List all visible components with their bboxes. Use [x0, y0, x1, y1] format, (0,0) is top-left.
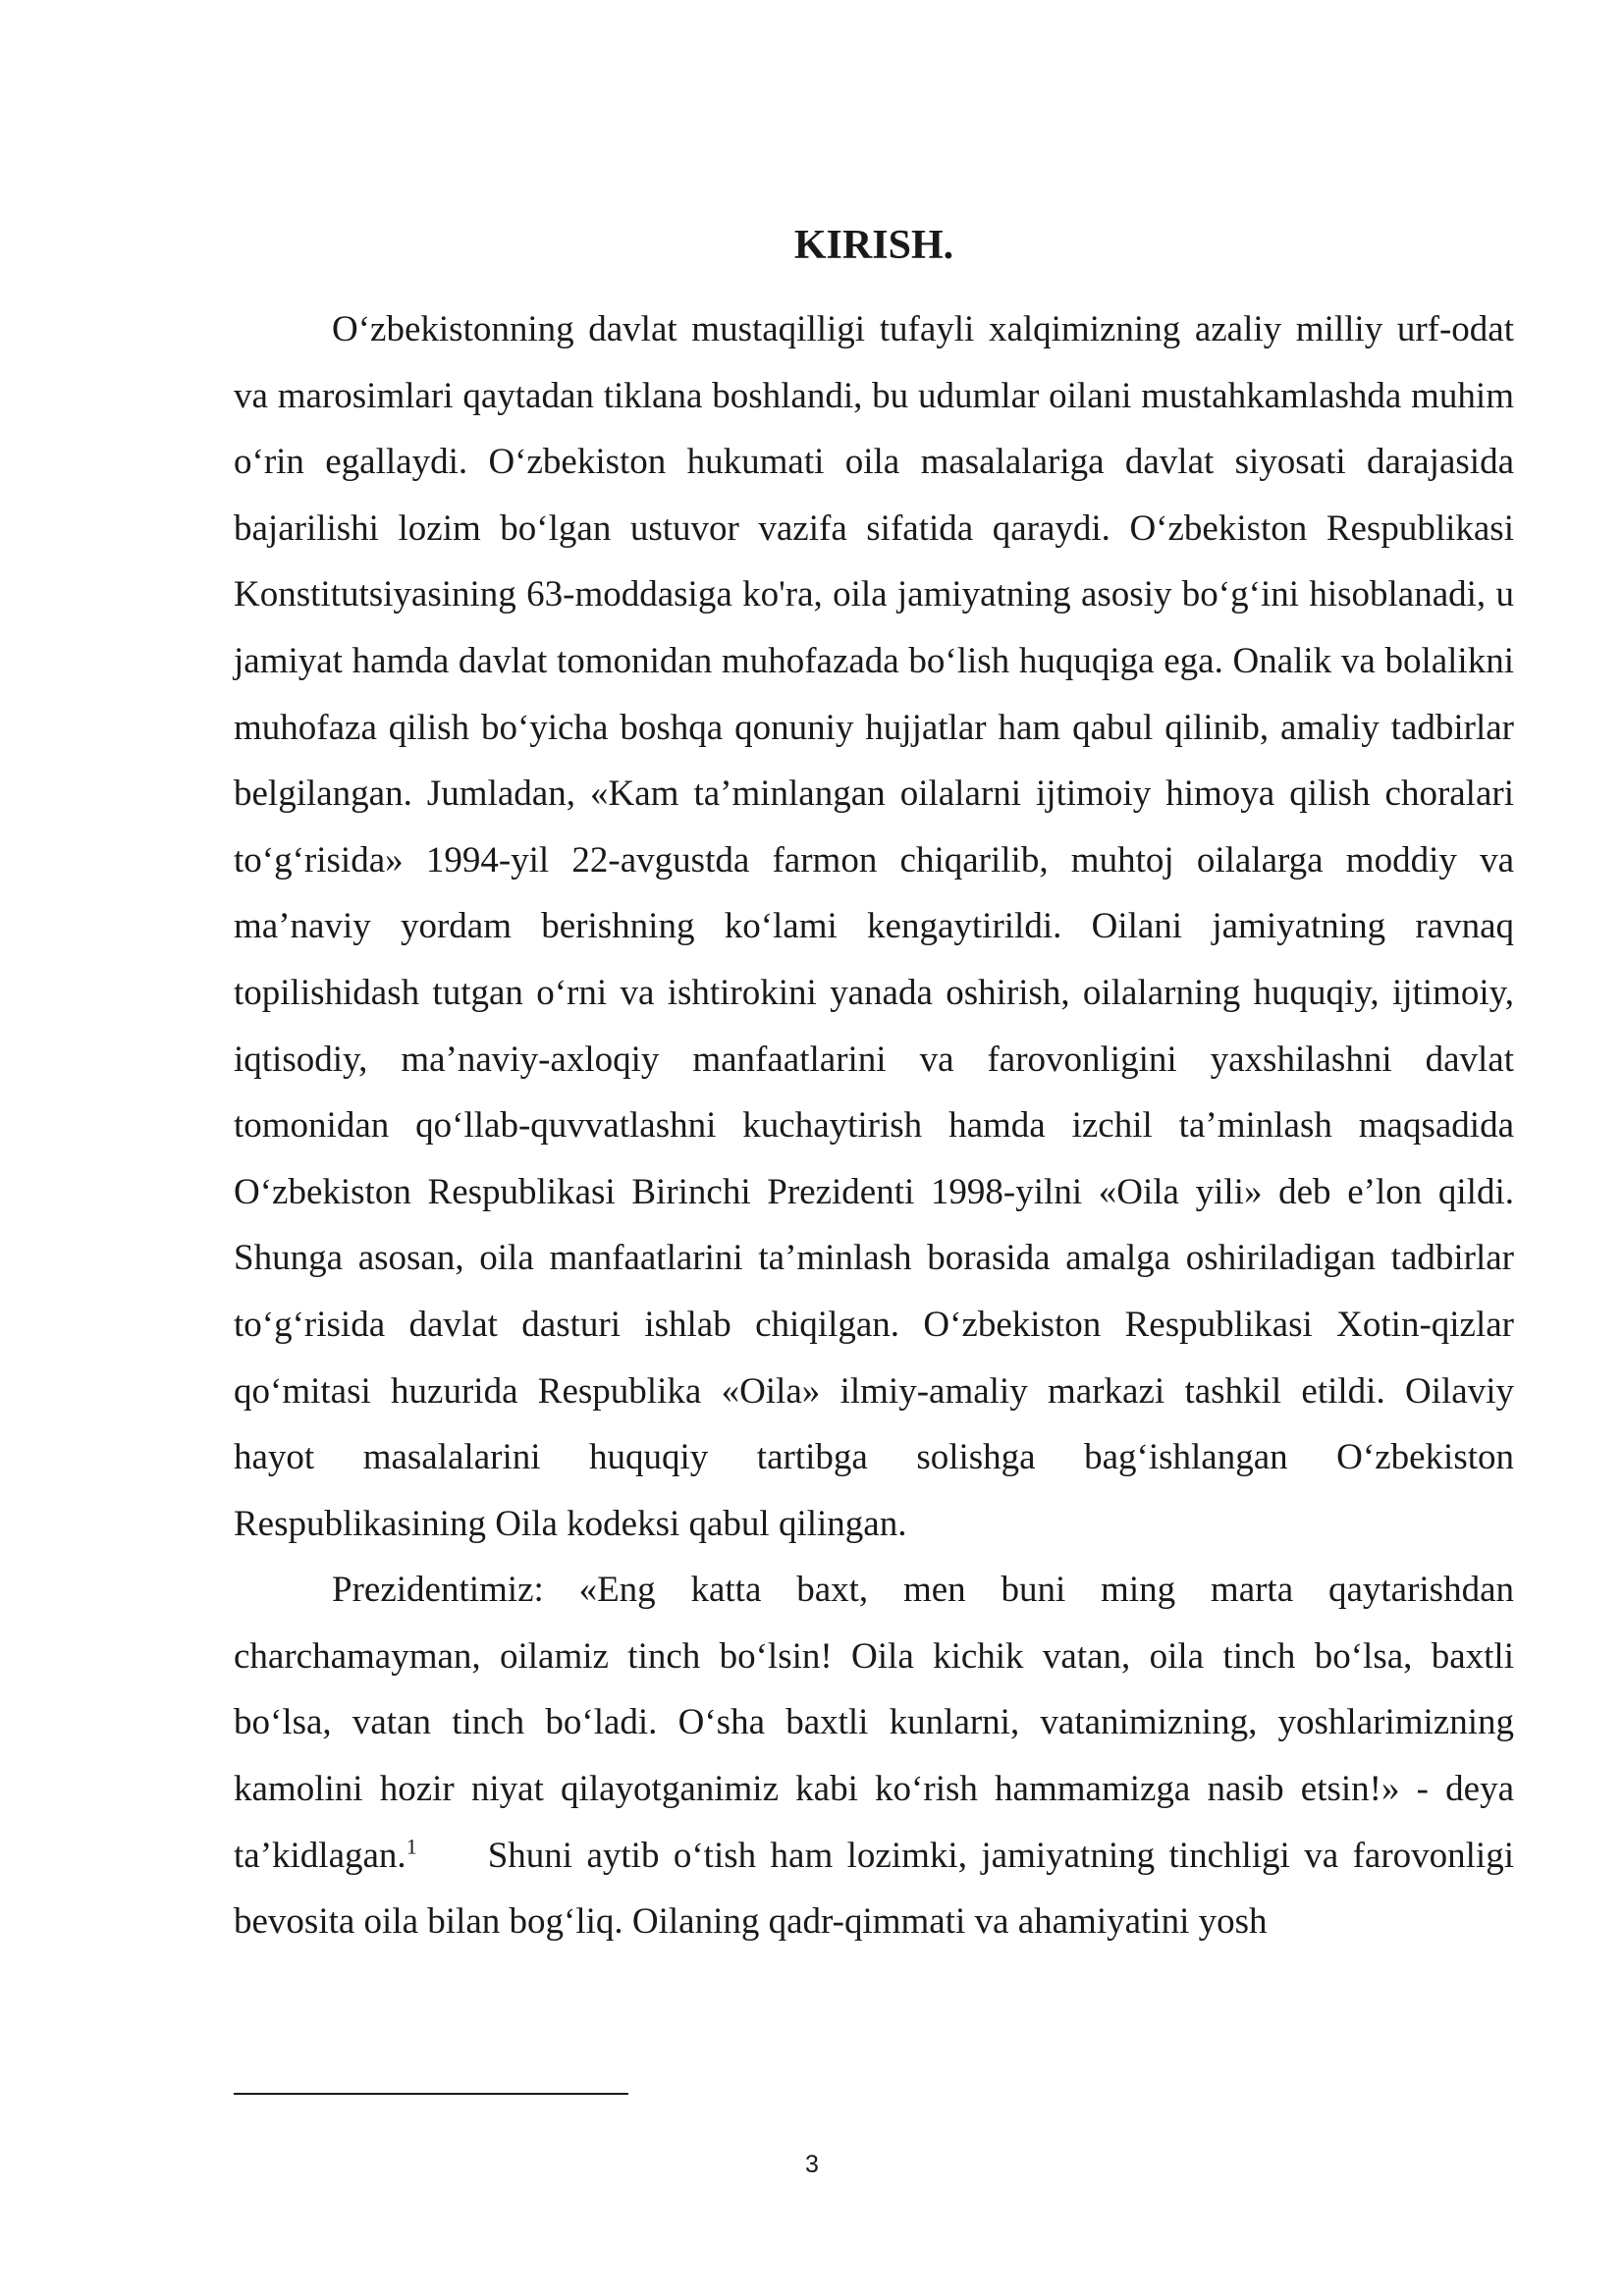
paragraph-2-text-after-footnote: Shuni aytib o‘tish ham lozimki, jamiyatning tinchligi va farovonligi bevosita oila bilan bog‘liq. Oilaning qadr-qimmati va ahamiyatini yosh — [234, 1835, 1514, 1943]
page-number: 3 — [805, 2151, 819, 2178]
footnote-separator — [234, 2093, 628, 2095]
footnote-marker: 1 — [406, 1834, 417, 1859]
paragraph-2-text-before-footnote: Prezidentimiz: «Eng katta baxt, men buni ming marta qaytarishdan charchamayman, oilamiz tinch bo‘lsin! Oila kichik vatan, oila tinch bo‘lsa, baxtli bo‘lsa, vatan tinch bo‘ladi. O‘sha baxtli kunlarni, vatanimizning, yoshlarimizning kamolini hozir niyat qilayotganimiz kabi ko‘rish hammamizga nasib etsin!» - deya ta’kidlagan. — [234, 1570, 1514, 1876]
body-text — [234, 296, 1514, 1955]
section-title: KIRISH. — [793, 223, 954, 268]
paragraph-2 — [234, 1557, 1514, 1955]
paragraph-1: O‘zbekistonning davlat mustaqilligi tufayli xalqimizning azaliy milliy urf-odat va marosimlari qaytadan tiklana boshlandi, bu udumlar oilani mustahkamlashda muhim o‘rin egallaydi. O‘zbekiston hukumati oila masalalariga davlat siyosati darajasida bajarilishi lozim bo‘lgan ustuvor vazifa sifatida qaraydi. O‘zbekiston Respublikasi Konstitutsiyasining 63-moddasiga ko'ra, oila jamiyatning asosiy bo‘g‘ini hisoblanadi, u jamiyat hamda davlat tomonidan muhofazada bo‘lish huquqiga ega. Onalik va bolalikni muhofaza qilish bo‘yicha boshqa qonuniy hujjatlar ham qabul qilinib, amaliy tadbirlar belgilangan. Jumladan, «Kam ta’minlangan oilalarni ijtimoiy himoya qilish choralari to‘g‘risida» 1994-yil 22-avgustda farmon chiqarilib, muhtoj oilalarga moddiy va ma’naviy yordam berishning ko‘lami kengaytirildi. Oilani jamiyatning ravnaq topilishidash tutgan o‘rni va ishtirokini yanada oshirish, oilalarning huquqiy, ijtimoiy, iqtisodiy, ma’naviy-axloqiy manfaatlarini va farovonligini yaxshilashni davlat tomonidan qo‘llab-quvvatlashni kuchaytirish hamda izchil ta’minlash maqsadida O‘zbekiston Respublikasi Birinchi Prezidenti 1998-yilni «Oila yili» deb e’lon qildi. Shunga asosan, oila manfaatlarini ta’minlash borasida amalga oshiriladigan tadbirlar to‘g‘risida davlat dasturi ishlab chiqilgan. O‘zbekiston Respublikasi Xotin-qizlar qo‘mitasi huzurida Respublika «Oila» ilmiy-amaliy markazi tashkil etildi. Oilaviy hayot masalalarini huquqiy tartibga solishga bag‘ishlangan O‘zbekiston Respublikasining Oila kodeksi qabul qilingan. — [234, 309, 1514, 1544]
